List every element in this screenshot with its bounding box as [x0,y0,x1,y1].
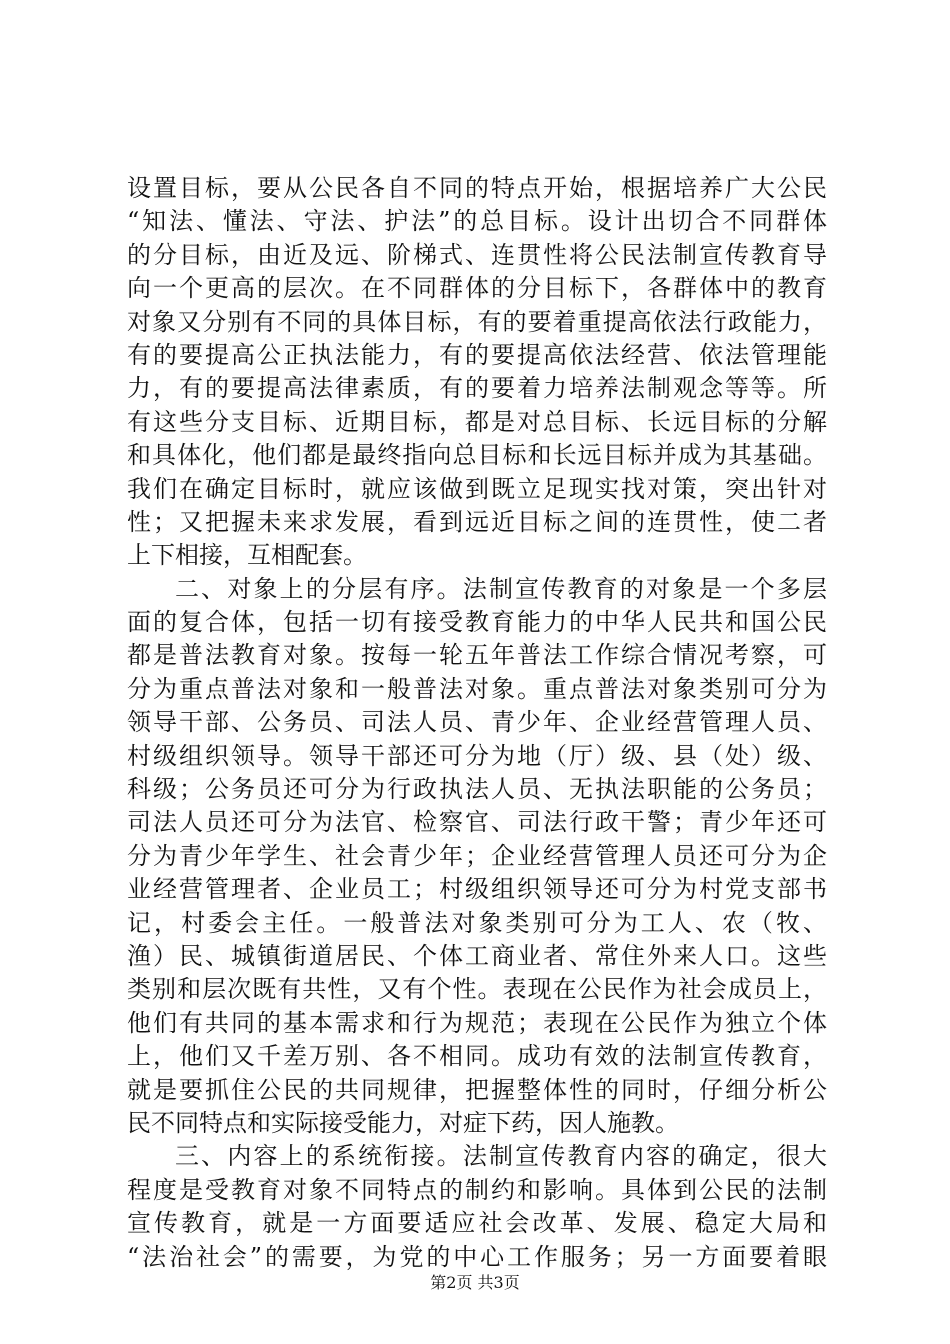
text-line: “知法、懂法、守法、护法”的总目标。设计出切合不同群体 [127,207,827,236]
text-line: 三、内容上的系统衔接。法制宣传教育内容的确定，很大 [175,1142,827,1171]
text-line: 他们有共同的基本需求和行为规范；表现在公民作为独立个体 [127,1008,827,1037]
text-line: 性；又把握未来求发展，看到远近目标之间的连贯性，使二者 [127,507,827,536]
text-line: 力，有的要提高法律素质，有的要着力培养法制观念等等。所 [127,374,827,403]
text-line: 宣传教育，就是一方面要适应社会改革、发展、稳定大局和 [127,1209,827,1238]
text-line: 上下相接，互相配套。 [127,541,367,570]
text-line: 面的复合体，包括一切有接受教育能力的中华人民共和国公民 [127,608,827,637]
text-line: 都是普法教育对象。按每一轮五年普法工作综合情况考察，可 [127,641,827,670]
text-line: 有的要提高公正执法能力，有的要提高依法经营、依法管理能 [127,340,827,369]
document-body [127,172,827,1274]
text-line: 渔）民、城镇街道居民、个体工商业者、常住外来人口。这些 [127,941,827,970]
text-line: 二、对象上的分层有序。法制宣传教育的对象是一个多层 [175,574,827,603]
text-line: 对象又分别有不同的具体目标，有的要着重提高依法行政能力， [127,307,827,336]
text-line: 分为重点普法对象和一般普法对象。重点普法对象类别可分为 [127,674,827,703]
text-line: 向一个更高的层次。在不同群体的分目标下，各群体中的教育 [127,274,827,303]
text-line: 程度是受教育对象不同特点的制约和影响。具体到公民的法制 [127,1175,827,1204]
text-line: 和具体化，他们都是最终指向总目标和长远目标并成为其基础。 [127,441,827,470]
text-line: 业经营管理者、企业员工；村级组织领导还可分为村党支部书 [127,875,827,904]
text-line: 我们在确定目标时，就应该做到既立足现实找对策，突出针对 [127,474,827,503]
text-line: 记，村委会主任。一般普法对象类别可分为工人、农（牧、 [127,908,827,937]
text-line: “法治社会”的需要，为党的中心工作服务；另一方面要着眼 [127,1242,827,1271]
text-line: 领导干部、公务员、司法人员、青少年、企业经营管理人员、 [127,708,827,737]
text-line: 民不同特点和实际接受能力，对症下药，因人施教。 [127,1108,679,1137]
text-line: 的分目标，由近及远、阶梯式、连贯性将公民法制宣传教育导 [127,240,827,269]
text-line: 有这些分支目标、近期目标，都是对总目标、长远目标的分解 [127,407,827,436]
text-line: 设置目标，要从公民各自不同的特点开始，根据培养广大公民 [127,174,827,202]
text-line: 司法人员还可分为法官、检察官、司法行政干警；青少年还可 [127,808,827,837]
text-line: 上，他们又千差万别、各不相同。成功有效的法制宣传教育， [127,1042,827,1071]
text-line: 分为青少年学生、社会青少年；企业经营管理人员还可分为企 [127,841,827,870]
text-line: 类别和层次既有共性，又有个性。表现在公民作为社会成员上， [127,975,827,1004]
page-footer: 第2页 共3页 [430,1273,520,1292]
text-line: 科级；公务员还可分为行政执法人员、无执法职能的公务员； [127,775,827,804]
text-line: 就是要抓住公民的共同规律，把握整体性的同时，仔细分析公 [127,1075,827,1104]
text-line: 村级组织领导。领导干部还可分为地（厅）级、县（处）级、 [127,741,827,770]
